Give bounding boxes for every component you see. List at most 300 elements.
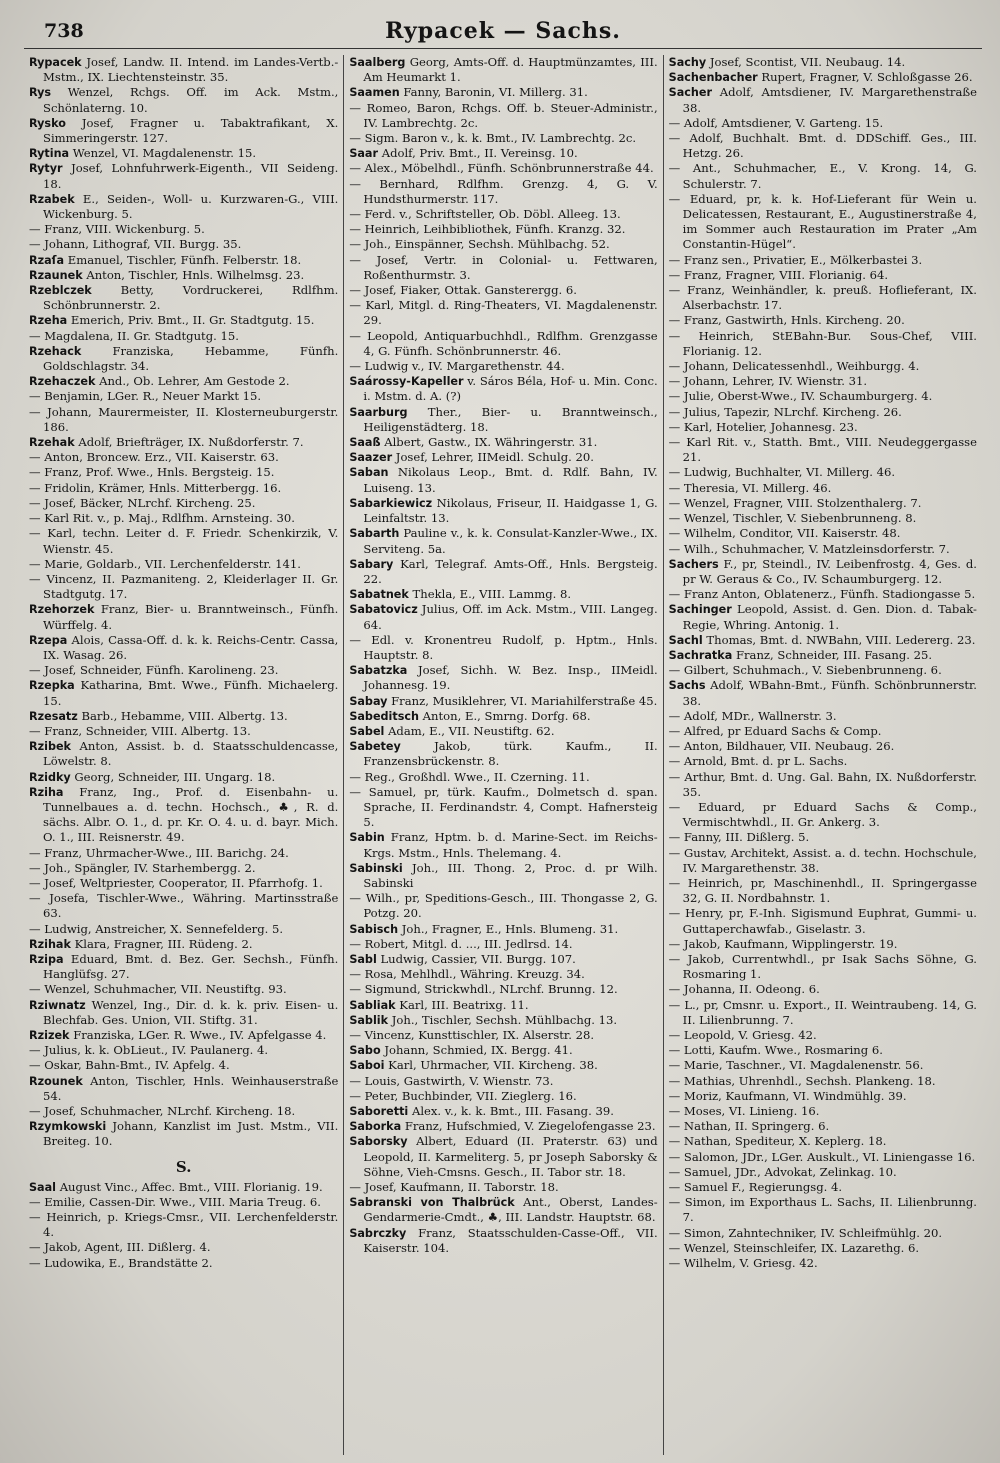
column-2 [343, 55, 662, 1455]
entry-text: — Wenzel, Steinschleifer, IX. Lazarethg. 6. [668, 1240, 920, 1255]
directory-entry [349, 465, 657, 495]
entry-surname: Rzehorzek [29, 603, 95, 617]
entry-surname: Rzaunek [29, 268, 83, 282]
directory-entry [669, 253, 977, 268]
entry-surname: Sachs [668, 679, 706, 693]
entry-text: — Johanna, II. Odeong. 6. [668, 982, 820, 997]
directory-entry [29, 222, 338, 237]
section-letter: S. [175, 1157, 192, 1176]
directory-entry [349, 922, 657, 937]
entry-text: Franz, Ing., Prof. d. Eisenbahn- u. Tunnelbaues a. d. techn. Hochsch., ♣, R. d. sächs. Albr. O. 1., d. pr. Kr. O. 4. u. d. bayr. Mich. O. 1., III. Reisnerstr. 49. [43, 784, 339, 845]
entry-text: — Gilbert, Schuhmach., V. Siebenbrunneng. 6. [668, 663, 942, 678]
entry-text: — Magdalena, II. Gr. Stadtgutg. 15. [29, 328, 239, 343]
entry-surname: Saalberg [349, 56, 406, 69]
directory-entry [669, 846, 977, 876]
entry-text: Ant., Oberst, Landes-Gendarmerie-Cmdt., ♣, III. Landstr. Hauptstr. 68. [363, 1195, 658, 1225]
directory-entry [29, 633, 338, 663]
directory-entry [29, 1180, 338, 1195]
directory-entry [669, 724, 977, 739]
entry-surname: Rzehack [29, 344, 82, 358]
entry-text: — Josefa, Tischler-Wwe., Währing. Martinsstraße 63. [29, 891, 339, 921]
entry-text: — Arthur, Bmt. d. Ung. Gal. Bahn, IX. Nußdorferstr. 35. [668, 769, 977, 799]
entry-text: Emanuel, Tischler, Fünfh. Felberstr. 18. [67, 252, 302, 267]
directory-entry [669, 496, 977, 511]
entry-surname: Rziha [29, 785, 64, 799]
directory-entry [29, 724, 338, 739]
entry-surname: Sabatnek [349, 588, 409, 602]
entry-text: — Heinrich, Leihbibliothek, Fünfh. Kranzg. 32. [349, 222, 626, 237]
entry-surname: Rziwnatz [29, 998, 86, 1012]
directory-entry [669, 131, 977, 161]
entry-text: — Reg., Großhdl. Wwe., II. Czerning. 11. [349, 769, 590, 784]
directory-entry [29, 511, 338, 526]
directory-entry [349, 739, 657, 769]
entry-text: — Eduard, pr, k. k. Hof-Lieferant für Wein u. Delicatessen, Restaurant, E., Augustinerstraße 4, im Sommer auch Restauration im Prater „Am Constantin-Hügel“. [668, 191, 977, 252]
entry-text: — Heinrich, StEBahn-Bur. Sous-Chef, VIII. Florianig. 12. [668, 328, 977, 358]
directory-entry [669, 161, 977, 191]
directory-entry [29, 876, 338, 891]
entry-surname: Sabl [349, 952, 377, 966]
directory-entry [29, 465, 338, 480]
entry-surname: Saboi [349, 1059, 385, 1073]
directory-entry [29, 344, 338, 374]
directory-entry [349, 1013, 657, 1028]
entry-text: Johann, Kanzlist im Just. Mstm., VII. Breiteg. 10. [43, 1119, 339, 1149]
entry-text: — Franz, Weinhändler, k. preuß. Hoflieferant, IX. Alserbachstr. 17. [668, 283, 977, 313]
entry-text: F., pr, Steindl., IV. Leibenfrostg. 4, Ges. d. pr W. Geraus & Co., IV. Schaumburgerg. 12. [682, 556, 977, 586]
entry-text: Josef, Lohnfuhrwerk-Eigenth., VII Seideng. 18. [43, 161, 339, 191]
entry-text: Thomas, Bmt. d. NWBahn, VIII. Ledererg. 23. [706, 632, 976, 647]
entry-surname: Sacher [668, 86, 712, 100]
directory-entry [29, 450, 338, 465]
directory-entry [349, 982, 657, 997]
entry-surname: Sabeditsch [349, 709, 419, 723]
entry-text: — Simon, im Exporthaus L. Sachs, II. Lilienbrunng. 7. [668, 1195, 977, 1225]
entry-text: Adolf, Briefträger, IX. Nußdorferstr. 7. [78, 435, 304, 450]
directory-entry [349, 101, 657, 131]
directory-entry [349, 1119, 657, 1134]
entry-text: Adam, E., VII. Neustiftg. 62. [388, 723, 555, 738]
entry-text: — Wilh., pr, Speditions-Gesch., III. Thongasse 2, G. Potzg. 20. [349, 891, 658, 921]
entry-text: Johann, Schmied, IX. Bergg. 41. [384, 1043, 573, 1058]
entry-surname: Saamen [349, 86, 400, 100]
directory-entry [669, 85, 977, 115]
entry-surname: Sachratka [668, 648, 733, 662]
directory-entry [349, 1089, 657, 1104]
directory-entry [29, 663, 338, 678]
entry-surname: Saaß [349, 436, 381, 450]
directory-entry [349, 1028, 657, 1043]
directory-entry [29, 709, 338, 724]
directory-entry [349, 861, 657, 891]
entry-surname: Sabo [349, 1044, 381, 1058]
directory-entry [349, 937, 657, 952]
entry-text: — Rosa, Mehlhdl., Währing. Kreuzg. 34. [349, 967, 585, 982]
directory-entry [349, 359, 657, 374]
entry-text: Wenzel, VI. Magdalenenstr. 15. [72, 146, 257, 161]
entry-text: — Johann, Lithograf, VII. Burgg. 35. [29, 237, 242, 252]
directory-entry [349, 374, 657, 404]
entry-text: v. Sáros Béla, Hof- u. Min. Conc. i. Mstm. d. A. (?) [363, 374, 658, 404]
entry-text: Fanny, Baronin, VI. Millerg. 31. [403, 85, 588, 100]
directory-entry [349, 724, 657, 739]
entry-text: — Theresia, VI. Millerg. 46. [668, 480, 832, 495]
entry-text: — Johann, Maurermeister, II. Klosterneuburgerstr. 186. [29, 404, 339, 434]
entry-text: — Romeo, Baron, Rchgs. Off. b. Steuer-Administr., IV. Lambrechtg. 2c. [349, 100, 658, 130]
entry-text: — Ant., Schuhmacher, E., V. Krong. 14, G. Schulerstr. 7. [668, 161, 977, 191]
directory-entry [349, 435, 657, 450]
directory-entry [669, 1089, 977, 1104]
entry-surname: Rzepka [29, 679, 75, 693]
directory-entry [29, 146, 338, 161]
directory-entry [669, 55, 977, 70]
entry-text: — Ludwig v., IV. Margarethenstr. 44. [349, 359, 565, 374]
directory-entry [669, 709, 977, 724]
entry-surname: Sabliak [349, 998, 396, 1012]
entry-text: — Benjamin, LGer. R., Neuer Markt 15. [29, 389, 262, 404]
entry-text: Josef, Lehrer, IIMeidl. Schulg. 20. [395, 450, 594, 465]
entry-surname: Sabin [349, 831, 385, 845]
entry-text: — Franz sen., Privatier, E., Mölkerbastei 3. [668, 252, 923, 267]
entry-text: Karl, Telegraf. Amts-Off., Hnls. Bergsteig. 22. [363, 556, 658, 586]
entry-surname: Sabranski von Thalbrück [349, 1196, 515, 1210]
entry-text: — Vincenz, II. Pazmaniteng. 2, Kleiderlager II. Gr. Stadtgutg. 17. [29, 571, 339, 602]
entry-text: — Heinrich, p. Kriegs-Cmsr., VII. Lerchenfelderstr. 4. [29, 1210, 339, 1240]
entry-surname: Sabarth [349, 527, 400, 541]
entry-text: Anton, Tischler, Hnls. Weinhauserstraße 54. [43, 1073, 339, 1103]
entry-text: And., Ob. Lehrer, Am Gestode 2. [99, 374, 290, 389]
entry-text: Joh., Fragner, E., Hnls. Blumeng. 31. [401, 921, 619, 936]
directory-entry [669, 283, 977, 313]
directory-entry [669, 1043, 977, 1058]
entry-text: — Wenzel, Fragner, VIII. Stolzenthalerg. 7. [668, 495, 922, 510]
entry-surname: Sabinski [349, 861, 403, 875]
directory-entry [669, 465, 977, 480]
entry-text: — Nathan, II. Springerg. 6. [668, 1119, 830, 1134]
page-number: 738 [44, 20, 84, 42]
entry-text: — Karl, Mitgl. d. Ring-Theaters, VI. Magdalenenstr. 29. [349, 298, 658, 328]
directory-entry [349, 55, 657, 85]
entry-text: — Fanny, III. Dißlerg. 5. [668, 830, 810, 845]
directory-entry [349, 1195, 657, 1225]
directory-entry [669, 937, 977, 952]
directory-entry [669, 1165, 977, 1180]
entry-text: Emerich, Priv. Bmt., II. Gr. Stadtgutg. 15. [70, 313, 315, 328]
directory-entry [669, 876, 977, 906]
entry-text: — L., pr, Cmsnr. u. Export., II. Weintraubeng. 14, G. II. Lilienbrunng. 7. [668, 997, 977, 1027]
entry-text: — Moriz, Kaufmann, VI. Windmühlg. 39. [668, 1088, 907, 1103]
entry-surname: Sachinger [668, 603, 732, 617]
directory-entry [349, 785, 657, 831]
directory-entry [29, 952, 338, 982]
entry-surname: Rzepa [29, 633, 68, 647]
entry-text: Franz, Hufschmied, V. Ziegelofengasse 23. [404, 1119, 656, 1134]
directory-entry [29, 526, 338, 556]
entry-text: — Wilhelm, Conditor, VII. Kaiserstr. 48. [668, 526, 901, 541]
entry-text: Josef, Landw. II. Intend. im Landes-Vertb.-Mstm., IX. Liechtensteinstr. 35. [43, 55, 339, 85]
directory-entry [29, 313, 338, 328]
directory-entry [669, 602, 977, 632]
directory-entry [29, 1256, 338, 1271]
directory-entry [669, 526, 977, 541]
entry-text: Julius, Off. im Ack. Mstm., VIII. Langeg. 64. [363, 602, 658, 632]
entry-text: — Arnold, Bmt. d. pr L. Sachs. [668, 754, 848, 769]
entry-text: Albert, Gastw., IX. Währingerstr. 31. [384, 435, 598, 450]
entry-text: — Julie, Oberst-Wwe., IV. Schaumburgerg. 4. [668, 389, 933, 404]
directory-entry [349, 1134, 657, 1180]
directory-entry [29, 998, 338, 1028]
entry-text: — Salomon, JDr., LGer. Auskult., VI. Liniengasse 16. [668, 1149, 976, 1164]
directory-entry [669, 1074, 977, 1089]
directory-entry [29, 1240, 338, 1255]
directory-entry [349, 1226, 657, 1256]
directory-entry [349, 967, 657, 982]
directory-entry [669, 1104, 977, 1119]
directory-entry [349, 298, 657, 328]
directory-entry [349, 146, 657, 161]
entry-text: Rupert, Fragner, V. Schloßgasse 26. [761, 70, 973, 85]
directory-entry [669, 420, 977, 435]
directory-entry [669, 1119, 977, 1134]
entry-text: — Alex., Möbelhdl., Fünfh. Schönbrunnerstraße 44. [349, 161, 654, 176]
entry-text: — Karl Rit. v., Statth. Bmt., VIII. Neudeggergasse 21. [668, 435, 977, 465]
entry-text: Adolf, Amtsdiener, IV. Margarethenstraße 38. [682, 85, 977, 115]
entry-text: Leopold, Assist. d. Gen. Dion. d. Tabak-Regie, Whring. Antonig. 1. [682, 602, 977, 632]
entry-text: — Franz, Prof. Wwe., Hnls. Bergsteig. 15. [29, 465, 275, 480]
directory-entry [29, 405, 338, 435]
directory-entry [349, 633, 657, 663]
entry-surname: Sablik [349, 1013, 389, 1027]
directory-entry [669, 435, 977, 465]
directory-entry [349, 1043, 657, 1058]
entry-text: — Fridolin, Krämer, Hnls. Mitterbergg. 16. [29, 480, 282, 495]
entry-text: Nikolaus Leop., Bmt. d. Rdlf. Bahn, IV. Luiseng. 13. [363, 465, 658, 495]
directory-entry [29, 1058, 338, 1073]
directory-entry [29, 922, 338, 937]
entry-surname: Rzaſa [29, 253, 65, 267]
entry-text: — Robert, Mitgl. d. ..., III. Jedlrsd. 14. [349, 936, 573, 951]
directory-entry [29, 982, 338, 997]
entry-text: — Simon, Zahntechniker, IV. Schleifmühlg. 20. [668, 1225, 943, 1240]
entry-surname: Saboretti [349, 1105, 409, 1119]
directory-entry [29, 739, 338, 769]
entry-text: — Jakob, Currentwhdl., pr Isak Sachs Söhne, G. Rosmaring 1. [668, 951, 977, 982]
directory-entry [669, 511, 977, 526]
column-1 [24, 55, 343, 1455]
entry-text: — Oskar, Bahn-Bmt., IV. Apfelg. 4. [29, 1058, 230, 1073]
entry-text: — Adolf, Amtsdiener, V. Garteng. 15. [668, 115, 884, 130]
directory-entry [669, 1058, 977, 1073]
running-title: Rypacek — Sachs. [385, 18, 621, 44]
entry-surname: Rzidky [29, 770, 71, 784]
entry-text: — Wenzel, Tischler, V. Siebenbrunneng. 8. [668, 511, 917, 526]
entry-text: Anton, Tischler, Hnls. Wilhelmsg. 23. [86, 267, 305, 282]
entry-surname: Rzeha [29, 314, 68, 328]
entry-text: — Peter, Buchbinder, VII. Zieglerg. 16. [349, 1088, 577, 1103]
entry-text: — Eduard, pr Eduard Sachs & Comp., Vermischtwhdl., II. Gr. Ankerg. 3. [668, 799, 977, 830]
entry-text: — Samuel, pr, türk. Kaufm., Dolmetsch d. span. Sprache, II. Ferdinandstr. 4, Compt. Hafnersteig 5. [349, 784, 658, 830]
entry-text: Eduard, Bmt. d. Bez. Ger. Sechsh., Fünfh. Hanglüfsg. 27. [43, 951, 339, 982]
entry-text: Adolf, Priv. Bmt., II. Vereinsg. 10. [381, 146, 578, 161]
entry-text: — Josef, Weltpriester, Cooperator, II. Pfarrhofg. 1. [29, 875, 323, 890]
entry-text: — Wenzel, Schuhmacher, VII. Neustiftg. 93. [29, 982, 287, 997]
entry-text: Franz, Staatsschulden-Casse-Off., VII. Kaiserstr. 104. [363, 1225, 658, 1255]
entry-text: — Jakob, Agent, III. Dißlerg. 4. [29, 1240, 211, 1255]
directory-entry [669, 1226, 977, 1241]
directory-entry [349, 85, 657, 100]
directory-entry [29, 389, 338, 404]
entry-text: Anton, E., Smrng. Dorfg. 68. [422, 708, 591, 723]
entry-surname: Rzabek [29, 192, 75, 206]
entry-text: — Louis, Gastwirth, V. Wienstr. 73. [349, 1073, 554, 1088]
entry-surname: Saar [349, 147, 379, 161]
directory-entry [669, 1134, 977, 1149]
entry-text: — Leopold, V. Griesg. 42. [668, 1028, 817, 1042]
directory-entry [29, 891, 338, 921]
entry-text: — Josef, Fiaker, Ottak. Gansterergg. 6. [349, 283, 577, 298]
entry-text: Franziska, Hebamme, Fünfh. Goldschlagstr. 34. [43, 343, 339, 374]
entry-surname: Saárossy-Kapeller [349, 375, 464, 389]
entry-surname: Rzymkowski [29, 1120, 107, 1134]
directory-entry [669, 982, 977, 997]
directory-entry [669, 754, 977, 769]
entry-surname: Saborsky [349, 1135, 408, 1149]
entry-surname: Sabatovicz [349, 603, 418, 617]
directory-entry [29, 1074, 338, 1104]
directory-entry [669, 389, 977, 404]
directory-entry [29, 481, 338, 496]
directory-entry [29, 602, 338, 632]
directory-entry [29, 329, 338, 344]
entry-text: — Josef, Kaufmann, II. Taborstr. 18. [349, 1180, 559, 1195]
directory-entry [669, 663, 977, 678]
entry-text: — Marie, Taschner., VI. Magdalenenstr. 56. [668, 1058, 924, 1073]
entry-text: — Karl, Hotelier, Johannesg. 23. [668, 419, 858, 434]
directory-entry [349, 496, 657, 526]
entry-surname: Sabarkiewicz [349, 496, 433, 510]
entry-surname: Sabatzka [349, 664, 408, 678]
entry-text: — Ludwig, Anstreicher, X. Sennefelderg. 5. [29, 921, 284, 936]
entry-text: Anton, Assist. b. d. Staatsschuldencasse, Löwelstr. 8. [43, 739, 339, 769]
entry-text: — Anton, Bildhauer, VII. Neubaug. 26. [668, 739, 895, 754]
entry-text: Josef, Sichh. W. Bez. Insp., IIMeidl. Johannesg. 19. [363, 663, 658, 693]
entry-text: Franz, Hptm. b. d. Marine-Sect. im Reichs-Krgs. Mstm., Hnls. Thelemang. 4. [363, 830, 658, 860]
directory-entry [669, 648, 977, 663]
entry-text: — Sigm. Baron v., k. k. Bmt., IV. Lambrechtg. 2c. [349, 131, 637, 146]
entry-text: Betty, Vordruckerei, Rdlfhm. Schönbrunnerstr. 2. [43, 283, 339, 313]
entry-surname: Rytina [29, 147, 70, 161]
entry-text: Josef, Scontist, VII. Neubaug. 14. [709, 55, 906, 69]
directory-entry [349, 283, 657, 298]
entry-text: — Julius, Tapezir, NLrchf. Kircheng. 26. [668, 404, 902, 419]
entry-text: Albert, Eduard (II. Praterstr. 63) und Leopold, II. Karmeliterg. 5, pr Joseph Saborsky & Söhne, Vieh-Cmsns. Gesch., II. Tabor str. 18. [363, 1134, 658, 1179]
entry-text: — Franz, Fragner, VIII. Florianig. 64. [668, 267, 889, 282]
entry-text: — Mathias, Uhrenhdl., Sechsh. Plankeng. 18. [668, 1073, 936, 1088]
directory-entry [349, 526, 657, 556]
directory-entry [669, 1241, 977, 1256]
entry-text: — Joh., Spängler, IV. Starhembergg. 2. [29, 860, 256, 875]
entry-text: — Franz, VIII. Wickenburg. 5. [29, 222, 205, 237]
entry-text: — Jakob, Kaufmann, Wipplingerstr. 19. [668, 936, 898, 951]
directory-entry [669, 830, 977, 845]
entry-surname: Sachl [668, 633, 703, 647]
entry-surname: Sabetey [349, 740, 401, 754]
directory-entry [669, 557, 977, 587]
entry-text: — Marie, Goldarb., VII. Lerchenfelderstr. 141. [29, 556, 301, 571]
entry-text: Joh., III. Thong. 2, Proc. d. pr Wilh. Sabinski [363, 860, 658, 890]
entry-surname: Sachy [668, 56, 707, 69]
directory-entry [29, 1028, 338, 1043]
directory-entry [349, 253, 657, 283]
directory-entry [29, 557, 338, 572]
directory-entry [349, 663, 657, 693]
entry-text: Katharina, Bmt. Wwe., Fünfh. Michaelerg. 15. [43, 678, 339, 708]
directory-entry [669, 1150, 977, 1165]
directory-entry [29, 237, 338, 252]
directory-entry [29, 572, 338, 602]
entry-text: — Josef, Vertr. in Colonial- u. Fettwaren, Roßenthurmstr. 3. [349, 252, 658, 282]
directory-entry [29, 283, 338, 313]
entry-text: — Samuel, JDr., Advokat, Zelinkag. 10. [668, 1164, 897, 1179]
entry-text: — Alfred, pr Eduard Sachs & Comp. [668, 723, 882, 738]
directory-entry [349, 770, 657, 785]
directory-entry [669, 1195, 977, 1225]
directory-entry [669, 329, 977, 359]
directory-entry [669, 1028, 977, 1043]
directory-entry [349, 237, 657, 252]
entry-surname: Sachers [668, 557, 719, 571]
directory-entry [29, 846, 338, 861]
directory-entry [669, 192, 977, 253]
directory-entry [669, 906, 977, 936]
directory-entry [349, 329, 657, 359]
directory-entry [349, 952, 657, 967]
directory-entry [669, 739, 977, 754]
entry-text: Ther., Bier- u. Branntweinsch., Heiligenstädterg. 18. [363, 404, 658, 434]
entry-text: — Ferd. v., Schriftsteller, Ob. Döbl. Alleeg. 13. [349, 207, 621, 222]
entry-text: Wenzel, Ing., Dir. d. k. k. priv. Eisen- u. Blechfab. Ges. Union, VII. Stiftg. 31. [43, 997, 339, 1027]
entry-text: Franz, Musiklehrer, VI. Mariahilferstraße 45. [391, 693, 658, 708]
entry-surname: Saarburg [349, 405, 408, 419]
entry-text: — Franz, Gastwirth, Hnls. Kircheng. 20. [668, 313, 905, 328]
directory-entry [29, 1104, 338, 1119]
entry-text: Georg, Schneider, III. Ungarg. 18. [74, 769, 276, 784]
entry-surname: Saban [349, 466, 389, 480]
entry-text: — Josef, Schuhmacher, NLrchf. Kircheng. 18. [29, 1104, 296, 1119]
directory-entry [349, 891, 657, 921]
entry-text: Ludwig, Cassier, VII. Burgg. 107. [380, 951, 576, 966]
entry-surname: Rzehak [29, 436, 75, 450]
entry-text: Alex. v., k. k. Bmt., III. Fasang. 39. [411, 1104, 614, 1119]
entry-text: — Lotti, Kaufm. Wwe., Rosmaring 6. [668, 1043, 883, 1058]
entry-surname: Sabel [349, 724, 385, 738]
entry-text: Nikolaus, Friseur, II. Haidgasse 1, G. Leinfaltstr. 13. [363, 495, 658, 526]
directory-entry [669, 481, 977, 496]
columns [24, 49, 982, 1455]
directory-entry [669, 542, 977, 557]
directory-entry [29, 268, 338, 283]
entry-text: — Karl Rit. v., p. Maj., Rdlfhm. Arnsteing. 30. [29, 511, 295, 526]
entry-surname: Rzizek [29, 1029, 70, 1042]
entry-surname: Sabrczky [349, 1226, 407, 1240]
entry-text: — Emilie, Cassen-Dir. Wwe., VIII. Maria Treug. 6. [29, 1194, 321, 1209]
directory-entry [349, 450, 657, 465]
directory-entry [29, 770, 338, 785]
directory-entry [29, 85, 338, 115]
entry-surname: Rzihak [29, 937, 71, 951]
directory-entry [29, 1043, 338, 1058]
entry-text: — Samuel F., Regierungsg. 4. [668, 1180, 843, 1195]
